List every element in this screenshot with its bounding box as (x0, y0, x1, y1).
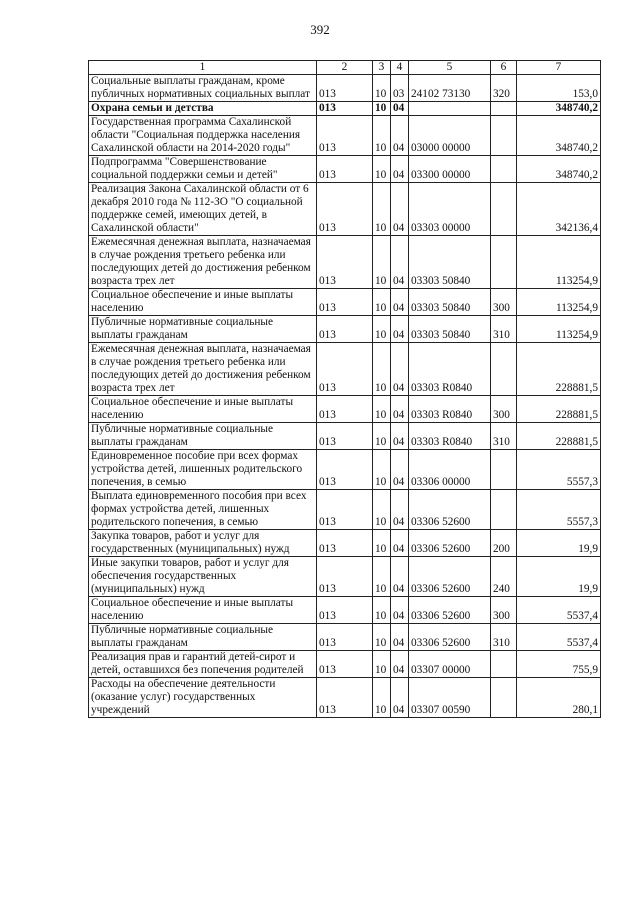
row-name: Публичные нормативные социальные выплаты гражданам (89, 624, 317, 651)
row-subsection-code: 04 (391, 490, 409, 530)
row-subsection-code: 04 (391, 289, 409, 316)
row-target-code: 03303 00000 (409, 183, 491, 236)
row-amount: 280,1 (517, 678, 601, 718)
table-row (89, 450, 601, 490)
row-ved-code: 013 (317, 678, 373, 718)
row-name: Выплата единовременного пособия при всех формах устройства детей, лишенных родительского попечения, в семью (89, 490, 317, 530)
row-ved-code: 013 (317, 102, 373, 116)
row-expense-type-code (491, 116, 517, 156)
row-ved-code: 013 (317, 450, 373, 490)
col-header-ved: 2 (317, 61, 373, 75)
row-subsection-code: 04 (391, 183, 409, 236)
row-expense-type-code (491, 490, 517, 530)
budget-table (88, 60, 601, 718)
table-row (89, 156, 601, 183)
row-amount: 113254,9 (517, 289, 601, 316)
row-section-code: 10 (373, 289, 391, 316)
row-expense-type-code: 300 (491, 396, 517, 423)
row-amount: 228881,5 (517, 396, 601, 423)
table-row (89, 423, 601, 450)
row-section-code: 10 (373, 423, 391, 450)
row-amount: 228881,5 (517, 343, 601, 396)
row-subsection-code: 04 (391, 236, 409, 289)
table-row (89, 597, 601, 624)
row-ved-code: 013 (317, 75, 373, 102)
row-target-code: 03307 00000 (409, 651, 491, 678)
row-target-code: 03303 R0840 (409, 343, 491, 396)
row-name: Реализация Закона Сахалинской области от 6 декабря 2010 года № 112-ЗО "О социальной поддержке семей, имеющих детей, в Сахалинской области" (89, 183, 317, 236)
row-section-code: 10 (373, 236, 391, 289)
row-subsection-code: 04 (391, 316, 409, 343)
row-subsection-code: 04 (391, 450, 409, 490)
row-amount: 348740,2 (517, 102, 601, 116)
row-amount: 348740,2 (517, 156, 601, 183)
row-ved-code: 013 (317, 624, 373, 651)
row-ved-code: 013 (317, 343, 373, 396)
row-target-code: 03306 52600 (409, 557, 491, 597)
row-amount: 5557,3 (517, 450, 601, 490)
row-expense-type-code (491, 450, 517, 490)
row-expense-type-code: 310 (491, 423, 517, 450)
row-target-code: 03306 52600 (409, 490, 491, 530)
row-amount: 19,9 (517, 530, 601, 557)
row-subsection-code: 04 (391, 423, 409, 450)
row-expense-type-code: 300 (491, 597, 517, 624)
table-row (89, 316, 601, 343)
table-row (89, 530, 601, 557)
row-section-code: 10 (373, 396, 391, 423)
col-header-csr: 5 (409, 61, 491, 75)
row-name: Единовременное пособие при всех формах устройства детей, лишенных родительского попечения, в семью (89, 450, 317, 490)
col-header-name: 1 (89, 61, 317, 75)
row-section-code: 10 (373, 183, 391, 236)
row-expense-type-code (491, 236, 517, 289)
row-section-code: 10 (373, 75, 391, 102)
row-target-code: 03303 50840 (409, 236, 491, 289)
row-amount: 5557,3 (517, 490, 601, 530)
row-name: Социальное обеспечение и иные выплаты населению (89, 597, 317, 624)
table-row (89, 183, 601, 236)
row-subsection-code: 03 (391, 75, 409, 102)
table-row (89, 490, 601, 530)
row-subsection-code: 04 (391, 102, 409, 116)
table-row (89, 75, 601, 102)
row-amount: 5537,4 (517, 624, 601, 651)
row-section-code: 10 (373, 651, 391, 678)
row-target-code: 03306 00000 (409, 450, 491, 490)
row-name: Социальное обеспечение и иные выплаты населению (89, 396, 317, 423)
row-section-code: 10 (373, 102, 391, 116)
row-target-code: 03303 50840 (409, 316, 491, 343)
row-name: Реализация прав и гарантий детей-сирот и детей, оставшихся без попечения родителей (89, 651, 317, 678)
row-ved-code: 013 (317, 530, 373, 557)
row-expense-type-code (491, 102, 517, 116)
row-target-code: 03300 00000 (409, 156, 491, 183)
table-row (89, 236, 601, 289)
row-subsection-code: 04 (391, 624, 409, 651)
row-ved-code: 013 (317, 490, 373, 530)
row-ved-code: 013 (317, 557, 373, 597)
row-target-code: 03306 52600 (409, 530, 491, 557)
row-section-code: 10 (373, 490, 391, 530)
row-expense-type-code: 300 (491, 289, 517, 316)
row-name: Публичные нормативные социальные выплаты гражданам (89, 316, 317, 343)
row-section-code: 10 (373, 557, 391, 597)
row-target-code: 03306 52600 (409, 624, 491, 651)
row-ved-code: 013 (317, 597, 373, 624)
row-ved-code: 013 (317, 396, 373, 423)
row-subsection-code: 04 (391, 678, 409, 718)
row-amount: 113254,9 (517, 316, 601, 343)
row-name: Иные закупки товаров, работ и услуг для обеспечения государственных (муниципальных) нужд (89, 557, 317, 597)
row-subsection-code: 04 (391, 396, 409, 423)
row-ved-code: 013 (317, 316, 373, 343)
table-row (89, 343, 601, 396)
table-body (89, 75, 601, 718)
row-name: Охрана семьи и детства (89, 102, 317, 116)
row-name: Публичные нормативные социальные выплаты гражданам (89, 423, 317, 450)
row-expense-type-code (491, 183, 517, 236)
row-name: Государственная программа Сахалинской области "Социальная поддержка населения Сахалинской области на 2014-2020 годы" (89, 116, 317, 156)
row-name: Социальные выплаты гражданам, кроме публичных нормативных социальных выплат (89, 75, 317, 102)
row-expense-type-code: 310 (491, 624, 517, 651)
row-ved-code: 013 (317, 236, 373, 289)
row-expense-type-code: 320 (491, 75, 517, 102)
row-section-code: 10 (373, 678, 391, 718)
table-row (89, 116, 601, 156)
col-header-pr: 4 (391, 61, 409, 75)
row-subsection-code: 04 (391, 343, 409, 396)
row-section-code: 10 (373, 343, 391, 396)
row-expense-type-code (491, 343, 517, 396)
row-amount: 228881,5 (517, 423, 601, 450)
page-number: 392 (310, 22, 330, 37)
row-subsection-code: 04 (391, 530, 409, 557)
row-amount: 348740,2 (517, 116, 601, 156)
row-target-code: 03303 R0840 (409, 396, 491, 423)
header-row (89, 61, 601, 75)
row-expense-type-code (491, 678, 517, 718)
row-amount: 5537,4 (517, 597, 601, 624)
row-ved-code: 013 (317, 423, 373, 450)
row-expense-type-code: 310 (491, 316, 517, 343)
row-subsection-code: 04 (391, 116, 409, 156)
row-section-code: 10 (373, 316, 391, 343)
row-target-code: 03303 50840 (409, 289, 491, 316)
row-ved-code: 013 (317, 289, 373, 316)
row-section-code: 10 (373, 450, 391, 490)
table-row (89, 678, 601, 718)
row-amount: 153,0 (517, 75, 601, 102)
row-expense-type-code: 240 (491, 557, 517, 597)
row-target-code: 03000 00000 (409, 116, 491, 156)
row-name: Ежемесячная денежная выплата, назначаемая в случае рождения третьего ребенка или последующих детей до достижения ребенком возраста трех лет (89, 236, 317, 289)
table-row (89, 557, 601, 597)
row-amount: 755,9 (517, 651, 601, 678)
row-section-code: 10 (373, 530, 391, 557)
row-ved-code: 013 (317, 116, 373, 156)
row-subsection-code: 04 (391, 156, 409, 183)
row-ved-code: 013 (317, 183, 373, 236)
row-target-code (409, 102, 491, 116)
col-header-vr: 6 (491, 61, 517, 75)
table-row (89, 289, 601, 316)
row-name: Ежемесячная денежная выплата, назначаемая в случае рождения третьего ребенка или последующих детей до достижения ребенком возраста трех лет (89, 343, 317, 396)
row-name: Расходы на обеспечение деятельности (оказание услуг) государственных учреждений (89, 678, 317, 718)
row-target-code: 03303 R0840 (409, 423, 491, 450)
row-target-code: 03306 52600 (409, 597, 491, 624)
table-row (89, 102, 601, 116)
row-ved-code: 013 (317, 651, 373, 678)
row-subsection-code: 04 (391, 557, 409, 597)
row-target-code: 24102 73130 (409, 75, 491, 102)
table-row (89, 624, 601, 651)
row-expense-type-code: 200 (491, 530, 517, 557)
row-section-code: 10 (373, 597, 391, 624)
row-expense-type-code (491, 156, 517, 183)
row-amount: 342136,4 (517, 183, 601, 236)
row-subsection-code: 04 (391, 597, 409, 624)
row-amount: 113254,9 (517, 236, 601, 289)
row-expense-type-code (491, 651, 517, 678)
row-amount: 19,9 (517, 557, 601, 597)
table-row (89, 651, 601, 678)
row-name: Подпрограмма "Совершенствование социальной поддержки семьи и детей" (89, 156, 317, 183)
row-section-code: 10 (373, 116, 391, 156)
row-target-code: 03307 00590 (409, 678, 491, 718)
table-row (89, 396, 601, 423)
row-section-code: 10 (373, 156, 391, 183)
row-subsection-code: 04 (391, 651, 409, 678)
col-header-sum: 7 (517, 61, 601, 75)
row-section-code: 10 (373, 624, 391, 651)
row-ved-code: 013 (317, 156, 373, 183)
row-name: Закупка товаров, работ и услуг для государственных (муниципальных) нужд (89, 530, 317, 557)
row-name: Социальное обеспечение и иные выплаты населению (89, 289, 317, 316)
col-header-rz: 3 (373, 61, 391, 75)
